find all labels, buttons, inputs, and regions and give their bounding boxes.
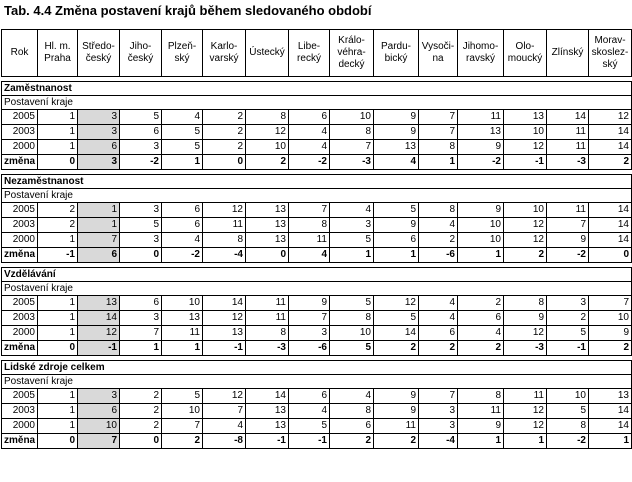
value-cell: 13 xyxy=(246,404,289,419)
section-subtitle-row xyxy=(2,282,632,296)
value-cell: 13 xyxy=(246,203,289,218)
header-region: Jiho-český xyxy=(120,30,162,77)
value-cell: 14 xyxy=(589,404,632,419)
value-cell: 9 xyxy=(589,326,632,341)
value-cell: 7 xyxy=(330,140,374,155)
change-value-cell: -4 xyxy=(203,248,246,263)
change-value-cell: 0 xyxy=(38,434,78,449)
value-cell: 10 xyxy=(246,140,289,155)
section-subtitle-row xyxy=(2,375,632,389)
value-cell: 6 xyxy=(374,233,419,248)
change-value-cell: 0 xyxy=(589,248,632,263)
change-value-cell: 2 xyxy=(246,155,289,170)
section-subtitle: Postavení kraje xyxy=(2,189,632,203)
value-cell: 4 xyxy=(458,326,504,341)
change-value-cell: 3 xyxy=(78,155,120,170)
header-region: Plzeň-ský xyxy=(162,30,203,77)
value-cell: 3 xyxy=(78,110,120,125)
value-cell: 7 xyxy=(120,326,162,341)
section-subtitle-row xyxy=(2,189,632,203)
value-cell: 4 xyxy=(330,203,374,218)
change-value-cell: 6 xyxy=(78,248,120,263)
value-cell: 10 xyxy=(589,311,632,326)
value-cell: 10 xyxy=(504,203,547,218)
region-ranking-table xyxy=(1,29,632,449)
change-value-cell: -2 xyxy=(162,248,203,263)
value-cell: 10 xyxy=(330,110,374,125)
table-row xyxy=(2,419,632,434)
table-row xyxy=(2,404,632,419)
change-value-cell: 2 xyxy=(589,341,632,356)
value-cell: 6 xyxy=(330,419,374,434)
change-value-cell: -2 xyxy=(547,248,589,263)
value-cell: 12 xyxy=(203,203,246,218)
value-cell: 11 xyxy=(162,326,203,341)
change-value-cell: 7 xyxy=(78,434,120,449)
value-cell: 3 xyxy=(419,419,458,434)
value-cell: 14 xyxy=(589,233,632,248)
value-cell: 3 xyxy=(289,326,330,341)
value-cell: 13 xyxy=(246,218,289,233)
year-cell: 2003 xyxy=(2,404,38,419)
value-cell: 6 xyxy=(162,203,203,218)
change-value-cell: -1 xyxy=(203,341,246,356)
year-cell: 2005 xyxy=(2,203,38,218)
value-cell: 12 xyxy=(504,419,547,434)
value-cell: 8 xyxy=(504,296,547,311)
value-cell: 3 xyxy=(120,311,162,326)
value-cell: 9 xyxy=(547,233,589,248)
section-subtitle: Postavení kraje xyxy=(2,375,632,389)
value-cell: 8 xyxy=(547,419,589,434)
value-cell: 6 xyxy=(78,404,120,419)
value-cell: 12 xyxy=(78,326,120,341)
change-value-cell: 0 xyxy=(120,248,162,263)
table-row xyxy=(2,296,632,311)
value-cell: 11 xyxy=(504,389,547,404)
value-cell: 13 xyxy=(162,311,203,326)
value-cell: 6 xyxy=(458,311,504,326)
value-cell: 12 xyxy=(504,140,547,155)
header-region: Středo-český xyxy=(78,30,120,77)
value-cell: 8 xyxy=(419,140,458,155)
value-cell: 2 xyxy=(203,110,246,125)
value-cell: 6 xyxy=(78,140,120,155)
value-cell: 7 xyxy=(419,125,458,140)
value-cell: 8 xyxy=(330,311,374,326)
value-cell: 9 xyxy=(374,218,419,233)
header-region: Olo-moucký xyxy=(504,30,547,77)
year-cell: 2000 xyxy=(2,419,38,434)
change-value-cell: 1 xyxy=(162,155,203,170)
value-cell: 10 xyxy=(162,296,203,311)
value-cell: 11 xyxy=(547,140,589,155)
section-subtitle: Postavení kraje xyxy=(2,96,632,110)
section-heading-row xyxy=(2,82,632,96)
change-value-cell: 1 xyxy=(458,248,504,263)
change-value-cell: 0 xyxy=(120,434,162,449)
table-row xyxy=(2,218,632,233)
change-value-cell: 1 xyxy=(120,341,162,356)
value-cell: 5 xyxy=(120,218,162,233)
value-cell: 8 xyxy=(289,218,330,233)
value-cell: 8 xyxy=(246,326,289,341)
change-value-cell: 1 xyxy=(589,434,632,449)
value-cell: 4 xyxy=(203,419,246,434)
value-cell: 10 xyxy=(162,404,203,419)
table-row xyxy=(2,203,632,218)
value-cell: 4 xyxy=(162,233,203,248)
header-region: Libe-recký xyxy=(289,30,330,77)
value-cell: 2 xyxy=(120,419,162,434)
value-cell: 13 xyxy=(246,233,289,248)
change-value-cell: 4 xyxy=(374,155,419,170)
value-cell: 14 xyxy=(589,140,632,155)
change-value-cell: 2 xyxy=(374,434,419,449)
value-cell: 1 xyxy=(38,389,78,404)
value-cell: 4 xyxy=(330,389,374,404)
value-cell: 7 xyxy=(289,203,330,218)
value-cell: 5 xyxy=(547,326,589,341)
value-cell: 14 xyxy=(589,125,632,140)
value-cell: 11 xyxy=(289,233,330,248)
value-cell: 11 xyxy=(246,296,289,311)
value-cell: 12 xyxy=(504,326,547,341)
value-cell: 9 xyxy=(289,296,330,311)
value-cell: 2 xyxy=(38,218,78,233)
value-cell: 8 xyxy=(458,389,504,404)
section-heading-row xyxy=(2,361,632,375)
change-value-cell: -2 xyxy=(458,155,504,170)
value-cell: 3 xyxy=(78,125,120,140)
change-label: změna xyxy=(2,248,38,263)
value-cell: 3 xyxy=(120,140,162,155)
change-value-cell: -1 xyxy=(78,341,120,356)
value-cell: 6 xyxy=(419,326,458,341)
change-label: změna xyxy=(2,434,38,449)
value-cell: 3 xyxy=(78,389,120,404)
table-row xyxy=(2,326,632,341)
change-value-cell: -2 xyxy=(289,155,330,170)
section-subtitle: Postavení kraje xyxy=(2,282,632,296)
change-value-cell: -4 xyxy=(419,434,458,449)
value-cell: 12 xyxy=(246,125,289,140)
header-region: Vysoči-na xyxy=(419,30,458,77)
change-row xyxy=(2,434,632,449)
value-cell: 1 xyxy=(78,218,120,233)
value-cell: 4 xyxy=(419,311,458,326)
section-heading-row xyxy=(2,268,632,282)
value-cell: 1 xyxy=(78,203,120,218)
value-cell: 2 xyxy=(38,203,78,218)
value-cell: 10 xyxy=(78,419,120,434)
value-cell: 12 xyxy=(374,296,419,311)
year-cell: 2005 xyxy=(2,296,38,311)
value-cell: 3 xyxy=(120,203,162,218)
value-cell: 4 xyxy=(419,218,458,233)
change-value-cell: 4 xyxy=(289,248,330,263)
change-value-cell: 2 xyxy=(458,341,504,356)
change-value-cell: -3 xyxy=(246,341,289,356)
value-cell: 4 xyxy=(289,404,330,419)
change-value-cell: 2 xyxy=(589,155,632,170)
header-region: Jihomo-ravský xyxy=(458,30,504,77)
value-cell: 7 xyxy=(589,296,632,311)
header-rok: Rok xyxy=(2,30,38,77)
change-value-cell: 1 xyxy=(458,434,504,449)
value-cell: 7 xyxy=(289,311,330,326)
value-cell: 11 xyxy=(458,110,504,125)
value-cell: 6 xyxy=(289,110,330,125)
value-cell: 5 xyxy=(547,404,589,419)
value-cell: 13 xyxy=(504,110,547,125)
value-cell: 13 xyxy=(246,419,289,434)
value-cell: 5 xyxy=(289,419,330,434)
header-region: Králo-véhra-decký xyxy=(330,30,374,77)
table-row xyxy=(2,233,632,248)
year-cell: 2000 xyxy=(2,326,38,341)
table-row xyxy=(2,311,632,326)
change-value-cell: 0 xyxy=(203,155,246,170)
year-cell: 2003 xyxy=(2,125,38,140)
value-cell: 6 xyxy=(162,218,203,233)
change-value-cell: -1 xyxy=(289,434,330,449)
value-cell: 7 xyxy=(203,404,246,419)
change-value-cell: -3 xyxy=(547,155,589,170)
change-value-cell: -1 xyxy=(504,155,547,170)
value-cell: 12 xyxy=(504,404,547,419)
change-value-cell: 2 xyxy=(504,248,547,263)
value-cell: 7 xyxy=(419,110,458,125)
value-cell: 5 xyxy=(374,311,419,326)
value-cell: 9 xyxy=(374,125,419,140)
value-cell: 12 xyxy=(203,389,246,404)
change-value-cell: -6 xyxy=(419,248,458,263)
value-cell: 14 xyxy=(589,203,632,218)
value-cell: 2 xyxy=(203,125,246,140)
section-heading: Nezaměstnanost xyxy=(2,175,632,189)
header-region: Morav-skoslez-ský xyxy=(589,30,632,77)
value-cell: 6 xyxy=(120,125,162,140)
change-value-cell: 2 xyxy=(374,341,419,356)
value-cell: 9 xyxy=(504,311,547,326)
value-cell: 5 xyxy=(330,296,374,311)
value-cell: 13 xyxy=(589,389,632,404)
value-cell: 6 xyxy=(289,389,330,404)
value-cell: 3 xyxy=(419,404,458,419)
value-cell: 11 xyxy=(547,203,589,218)
value-cell: 14 xyxy=(547,110,589,125)
value-cell: 13 xyxy=(203,326,246,341)
value-cell: 3 xyxy=(120,233,162,248)
value-cell: 11 xyxy=(203,218,246,233)
value-cell: 9 xyxy=(374,389,419,404)
value-cell: 5 xyxy=(162,389,203,404)
value-cell: 2 xyxy=(458,296,504,311)
change-value-cell: 1 xyxy=(162,341,203,356)
table-row xyxy=(2,140,632,155)
header-region: Ústecký xyxy=(246,30,289,77)
value-cell: 4 xyxy=(162,110,203,125)
value-cell: 8 xyxy=(330,404,374,419)
table-row xyxy=(2,110,632,125)
value-cell: 5 xyxy=(374,203,419,218)
value-cell: 1 xyxy=(38,233,78,248)
value-cell: 7 xyxy=(162,419,203,434)
value-cell: 8 xyxy=(246,110,289,125)
header-region: Hl. m. Praha xyxy=(38,30,78,77)
change-label: změna xyxy=(2,341,38,356)
value-cell: 5 xyxy=(162,125,203,140)
value-cell: 12 xyxy=(504,233,547,248)
value-cell: 7 xyxy=(419,389,458,404)
value-cell: 9 xyxy=(374,404,419,419)
change-row xyxy=(2,341,632,356)
header-region: Zlínský xyxy=(547,30,589,77)
value-cell: 14 xyxy=(589,419,632,434)
change-value-cell: 2 xyxy=(330,434,374,449)
change-value-cell: -1 xyxy=(38,248,78,263)
value-cell: 10 xyxy=(504,125,547,140)
change-value-cell: 2 xyxy=(162,434,203,449)
value-cell: 9 xyxy=(374,110,419,125)
section-heading-row xyxy=(2,175,632,189)
value-cell: 3 xyxy=(330,218,374,233)
year-cell: 2000 xyxy=(2,140,38,155)
value-cell: 7 xyxy=(547,218,589,233)
value-cell: 4 xyxy=(419,296,458,311)
change-value-cell: -2 xyxy=(120,155,162,170)
value-cell: 12 xyxy=(504,218,547,233)
section-heading: Zaměstnanost xyxy=(2,82,632,96)
value-cell: 10 xyxy=(547,389,589,404)
section-subtitle-row xyxy=(2,96,632,110)
value-cell: 9 xyxy=(458,419,504,434)
value-cell: 11 xyxy=(374,419,419,434)
change-value-cell: 0 xyxy=(38,341,78,356)
change-value-cell: -1 xyxy=(547,341,589,356)
value-cell: 5 xyxy=(120,110,162,125)
table-title: Tab. 4.4 Změna postavení krajů během sledovaného období xyxy=(4,3,372,18)
value-cell: 11 xyxy=(458,404,504,419)
value-cell: 10 xyxy=(458,218,504,233)
value-cell: 11 xyxy=(547,125,589,140)
value-cell: 9 xyxy=(458,140,504,155)
change-value-cell: -6 xyxy=(289,341,330,356)
value-cell: 13 xyxy=(458,125,504,140)
value-cell: 4 xyxy=(289,125,330,140)
change-value-cell: 1 xyxy=(330,248,374,263)
table-row xyxy=(2,389,632,404)
change-label: změna xyxy=(2,155,38,170)
value-cell: 1 xyxy=(38,404,78,419)
header-row xyxy=(2,30,632,77)
change-row xyxy=(2,155,632,170)
change-value-cell: 0 xyxy=(38,155,78,170)
change-value-cell: -2 xyxy=(547,434,589,449)
value-cell: 1 xyxy=(38,140,78,155)
value-cell: 9 xyxy=(458,203,504,218)
change-value-cell: 1 xyxy=(419,155,458,170)
value-cell: 12 xyxy=(203,311,246,326)
value-cell: 7 xyxy=(78,233,120,248)
year-cell: 2005 xyxy=(2,110,38,125)
change-value-cell: -1 xyxy=(246,434,289,449)
value-cell: 13 xyxy=(374,140,419,155)
change-value-cell: 1 xyxy=(374,248,419,263)
value-cell: 1 xyxy=(38,110,78,125)
value-cell: 1 xyxy=(38,326,78,341)
value-cell: 14 xyxy=(589,218,632,233)
value-cell: 8 xyxy=(203,233,246,248)
value-cell: 14 xyxy=(246,389,289,404)
year-cell: 2000 xyxy=(2,233,38,248)
change-row xyxy=(2,248,632,263)
value-cell: 5 xyxy=(162,140,203,155)
header-region: Pardu-bický xyxy=(374,30,419,77)
value-cell: 6 xyxy=(120,296,162,311)
year-cell: 2005 xyxy=(2,389,38,404)
table-row xyxy=(2,125,632,140)
value-cell: 2 xyxy=(120,389,162,404)
year-cell: 2003 xyxy=(2,218,38,233)
value-cell: 14 xyxy=(203,296,246,311)
value-cell: 2 xyxy=(547,311,589,326)
year-cell: 2003 xyxy=(2,311,38,326)
value-cell: 2 xyxy=(120,404,162,419)
value-cell: 5 xyxy=(330,233,374,248)
change-value-cell: 5 xyxy=(330,341,374,356)
value-cell: 10 xyxy=(458,233,504,248)
value-cell: 14 xyxy=(78,311,120,326)
change-value-cell: -3 xyxy=(330,155,374,170)
change-value-cell: 2 xyxy=(419,341,458,356)
value-cell: 4 xyxy=(289,140,330,155)
change-value-cell: -3 xyxy=(504,341,547,356)
section-heading: Lidské zdroje celkem xyxy=(2,361,632,375)
value-cell: 8 xyxy=(419,203,458,218)
value-cell: 1 xyxy=(38,419,78,434)
value-cell: 3 xyxy=(547,296,589,311)
value-cell: 1 xyxy=(38,311,78,326)
value-cell: 2 xyxy=(419,233,458,248)
value-cell: 2 xyxy=(203,140,246,155)
value-cell: 8 xyxy=(330,125,374,140)
change-value-cell: 0 xyxy=(246,248,289,263)
header-region: Karlo-varský xyxy=(203,30,246,77)
value-cell: 13 xyxy=(78,296,120,311)
value-cell: 11 xyxy=(246,311,289,326)
section-heading: Vzdělávání xyxy=(2,268,632,282)
change-value-cell: -8 xyxy=(203,434,246,449)
value-cell: 1 xyxy=(38,296,78,311)
value-cell: 1 xyxy=(38,125,78,140)
value-cell: 14 xyxy=(374,326,419,341)
change-value-cell: 1 xyxy=(504,434,547,449)
value-cell: 12 xyxy=(589,110,632,125)
value-cell: 10 xyxy=(330,326,374,341)
